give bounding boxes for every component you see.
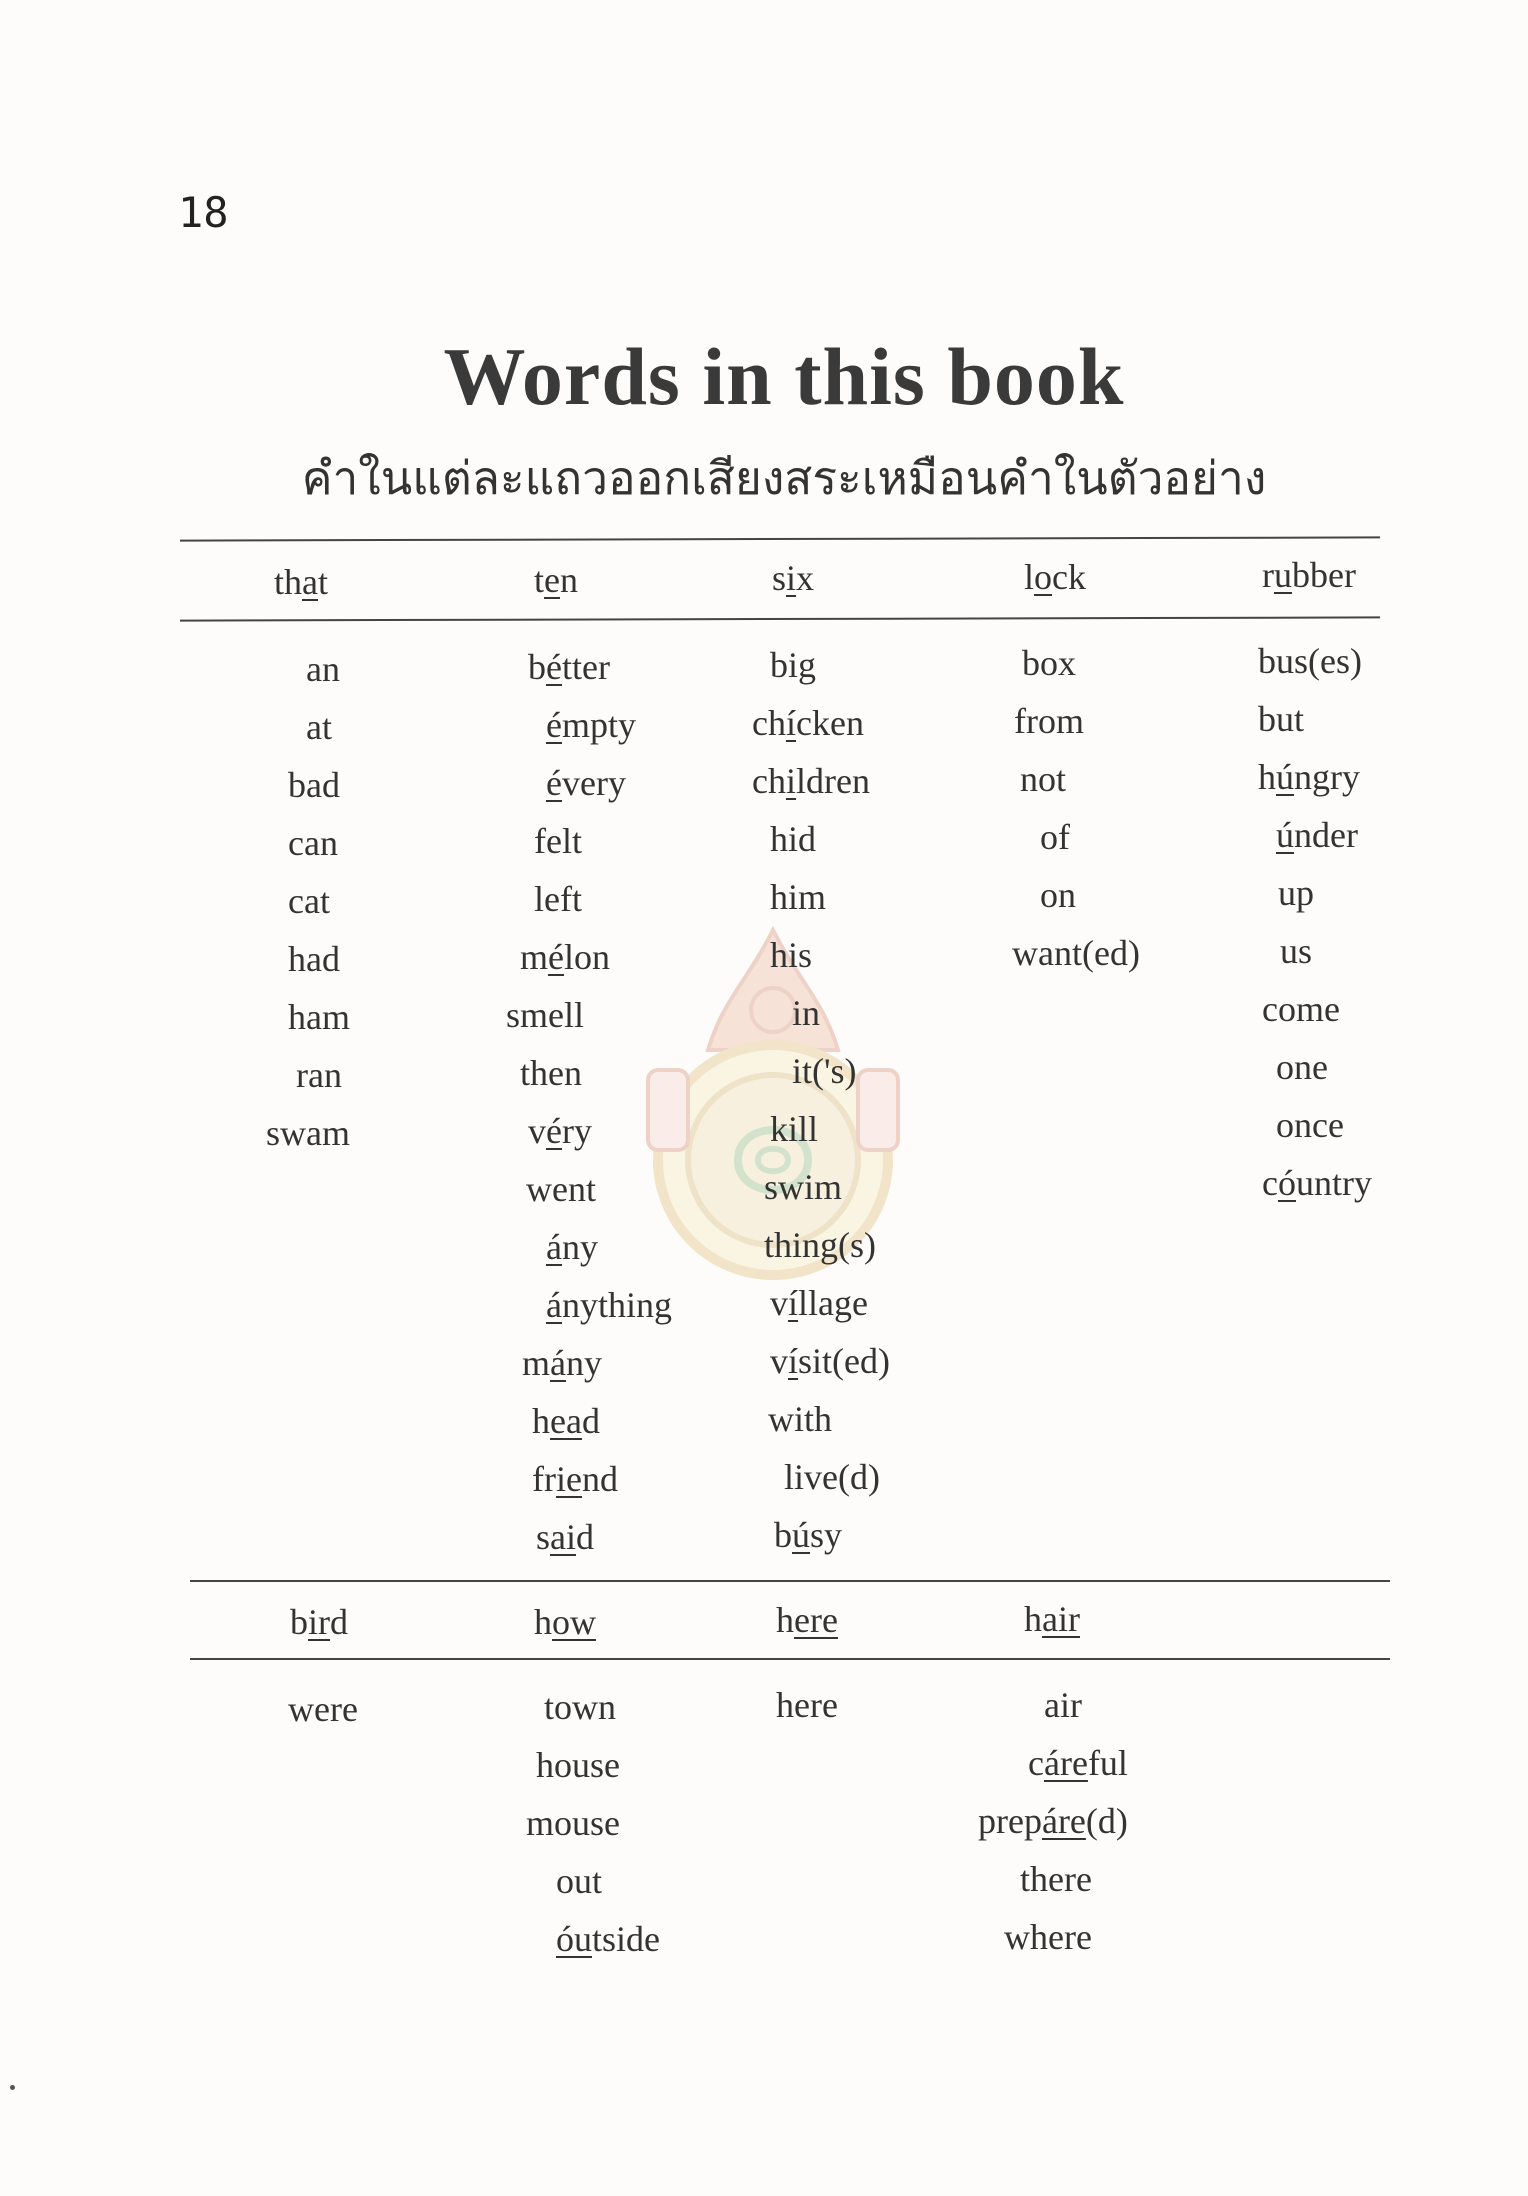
word-item: out [556, 1861, 603, 1901]
word-item: then [520, 1053, 582, 1093]
word-item: friend [532, 1459, 618, 1499]
column-how [526, 1678, 660, 1968]
word-item: but [1258, 699, 1305, 739]
word-item: smell [506, 995, 584, 1035]
word-item: mouse [526, 1803, 620, 1843]
word-item: cat [288, 881, 330, 921]
word-item: house [536, 1745, 620, 1785]
word-item: thing(s) [764, 1225, 876, 1265]
column-lock [1010, 634, 1138, 982]
word-item: bus(es) [1258, 641, 1362, 681]
header-ten: ten [534, 560, 578, 600]
word-item: his [770, 935, 813, 975]
header-rubber: rubber [1262, 555, 1356, 595]
table-top-rule [180, 536, 1380, 541]
word-item: town [544, 1687, 616, 1727]
word-item: big [770, 645, 817, 685]
word-item: mány [522, 1343, 602, 1383]
word-item: kill [770, 1109, 819, 1149]
column-hair [976, 1676, 1126, 1966]
header-how: how [534, 1602, 596, 1642]
header-that: that [274, 562, 329, 602]
word-item: head [532, 1401, 600, 1441]
word-item: véry [528, 1111, 592, 1151]
word-item: prepáre(d) [978, 1801, 1128, 1841]
word-item: here [776, 1685, 838, 1725]
word-item: évery [546, 763, 626, 803]
word-item: one [1276, 1047, 1328, 1087]
word-item: air [1044, 1685, 1082, 1725]
word-item: us [1280, 931, 1313, 971]
word-item: hid [770, 819, 817, 859]
column-here [776, 1676, 838, 1734]
word-item: left [534, 879, 582, 919]
word-item: swam [266, 1113, 350, 1153]
word-item: ran [296, 1055, 342, 1095]
column-that [266, 640, 350, 1162]
word-item: box [1022, 643, 1076, 683]
word-item: it('s) [792, 1051, 857, 1091]
page-number: 18 [178, 188, 229, 237]
header-hair: hair [1024, 1599, 1080, 1639]
word-item: mélon [520, 937, 611, 977]
word-item: with [768, 1399, 833, 1439]
word-item: at [306, 707, 332, 747]
word-item: on [1040, 875, 1076, 915]
word-item: an [306, 649, 340, 689]
word-item: were [288, 1689, 358, 1729]
word-item: ány [546, 1227, 598, 1267]
section2-header-rule [190, 1658, 1390, 1660]
word-item: chícken [752, 703, 864, 743]
word-item: óutside [556, 1919, 660, 1959]
word-item: cáreful [1028, 1743, 1128, 1783]
header-lock: lock [1024, 557, 1086, 597]
word-item: vísit(ed) [770, 1341, 890, 1381]
word-item: cóuntry [1262, 1163, 1372, 1203]
word-item: ham [288, 997, 350, 1037]
word-item: once [1276, 1105, 1344, 1145]
word-item: swim [764, 1167, 843, 1207]
word-item: children [752, 761, 870, 801]
word-item: went [526, 1169, 596, 1209]
word-item: of [1040, 817, 1070, 857]
column-six [748, 636, 890, 1564]
word-item: where [1004, 1917, 1092, 1957]
word-item: him [770, 877, 827, 917]
word-item: in [792, 993, 821, 1033]
word-item: bad [288, 765, 340, 805]
word-item: ánything [546, 1285, 672, 1325]
header-six: six [772, 558, 815, 598]
word-item: búsy [774, 1515, 843, 1555]
column-rubber [1258, 632, 1372, 1212]
word-item: want(ed) [1012, 933, 1140, 973]
column-ten [506, 638, 672, 1566]
word-item: not [1020, 759, 1067, 799]
word-item: up [1278, 873, 1314, 913]
word-item: húngry [1258, 757, 1360, 797]
word-item: live(d) [784, 1457, 880, 1497]
page-title: Words in this book [443, 331, 1125, 422]
word-item: felt [534, 821, 582, 861]
word-item: from [1014, 701, 1084, 741]
section2-top-rule [190, 1580, 1390, 1582]
word-item: émpty [546, 705, 636, 745]
word-item: bétter [528, 647, 610, 687]
page-subtitle: คำในแต่ละแถวออกเสียงสระเหมือนคำในตัวอย่าง [301, 451, 1267, 505]
header-here: here [776, 1600, 838, 1640]
word-item: there [1020, 1859, 1092, 1899]
word-item: víllage [770, 1283, 868, 1323]
word-item: come [1262, 989, 1340, 1029]
scan-mark [10, 2085, 15, 2090]
word-item: can [288, 823, 338, 863]
header-bird: bird [290, 1602, 348, 1642]
word-item: had [288, 939, 340, 979]
word-item: únder [1276, 815, 1358, 855]
word-item: said [536, 1517, 594, 1557]
table-header-rule [180, 616, 1380, 621]
column-bird [288, 1680, 358, 1738]
